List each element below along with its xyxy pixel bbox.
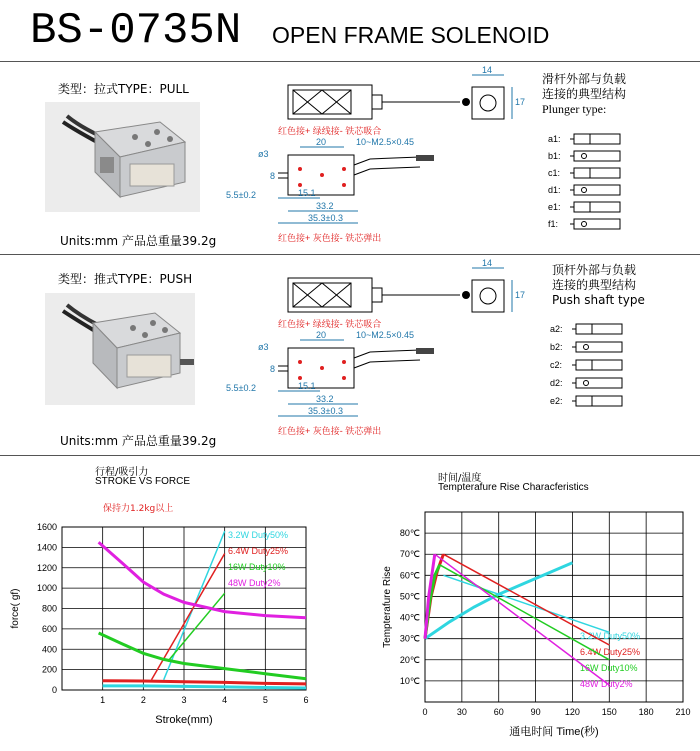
pull-note-bottom: 红色接+ 灰色接- 铁芯弹出: [278, 233, 382, 243]
push-dim-35-3: 35.3±0.3: [308, 406, 343, 416]
shaft-shape-icon: [572, 340, 642, 354]
y-tick-label: 400: [41, 644, 57, 655]
plunger-list: [548, 130, 648, 232]
y-tick-label: 1600: [36, 522, 57, 532]
plunger-item-label: a1:: [548, 134, 561, 144]
legend-entry-0: 3.2W Duty50%: [228, 530, 289, 540]
push-top-view: [288, 258, 525, 312]
plunger-item-1: [548, 147, 648, 164]
push-dim-20: 20: [316, 330, 327, 340]
x-tick-label: 2: [140, 695, 146, 705]
series-line-0: [103, 686, 306, 688]
plunger-title-cn-2: 连接的典型结构: [542, 87, 627, 101]
pull-dim-35-3: 35.3±0.3: [308, 213, 343, 223]
shaft-item-label: a2:: [550, 324, 563, 334]
shaft-shape-icon: [572, 322, 642, 336]
push-dim-15-1: 15.1: [298, 381, 316, 391]
y-tick-label: 1400: [36, 542, 57, 553]
x-tick-label: 4: [222, 695, 228, 705]
plunger-shape-icon: [570, 183, 640, 197]
x-tick-label: 5: [262, 695, 268, 705]
plunger-shape-icon: [570, 132, 640, 146]
pull-dim-14: 14: [482, 65, 493, 75]
plunger-title-en: Plunger type:: [542, 102, 607, 116]
pull-dim-15-1: 15.1: [298, 188, 316, 198]
plunger-item-2: [548, 164, 648, 181]
push-dim-o3: ø3: [258, 342, 269, 352]
x-tick-label: 30: [456, 707, 467, 717]
pull-dim-o3: ø3: [258, 149, 269, 159]
pull-dim-20: 20: [316, 137, 327, 147]
pull-dim-8: 8: [270, 171, 276, 181]
plunger-item-label: e1:: [548, 202, 561, 212]
y-tick-label: 40℃: [399, 612, 420, 623]
x-tick-label: 210: [675, 707, 691, 717]
push-dim-14: 14: [482, 258, 493, 268]
pull-units-label: Units:mm 产品总重量39.2g: [60, 234, 217, 248]
push-dim-5-5: 5.5±0.2: [226, 383, 256, 393]
push-dim-8: 8: [270, 364, 276, 374]
plunger-title: [542, 72, 626, 117]
x-axis-label: 通电时间 Time(秒): [509, 726, 599, 738]
pull-thread: 10~M2.5×0.45: [356, 137, 415, 147]
y-tick-label: 10℃: [399, 675, 420, 686]
plunger-item-label: c1:: [548, 168, 561, 178]
x-tick-label: 3: [181, 695, 187, 705]
series-line-1: [103, 681, 306, 684]
push-units-label: Units:mm 产品总重量39.2g: [60, 434, 217, 448]
shaft-item-2: [550, 356, 660, 374]
pull-side-view: [226, 137, 434, 223]
push-note-top: 红色接+ 绿线接- 铁芯吸合: [278, 319, 382, 329]
plunger-item-5: [548, 215, 648, 232]
y-tick-label: 0: [51, 685, 57, 695]
plunger-item-4: [548, 198, 648, 215]
chart1-annotation: 保持力1.2kg以上: [103, 504, 174, 514]
pull-dim-33-2: 33.2: [316, 201, 334, 211]
legend-entry-2: 16W Duty10%: [580, 663, 638, 673]
product-title: OPEN FRAME SOLENOID: [272, 22, 550, 48]
stroke-force-chart: [0, 515, 330, 745]
shaft-title: [552, 263, 645, 308]
y-tick-label: 50℃: [399, 591, 420, 602]
legend-entry-2: 16W Duty10%: [228, 562, 286, 572]
plunger-item-3: [548, 181, 648, 198]
plunger-item-label: b1:: [548, 151, 561, 161]
x-tick-label: 1: [100, 695, 106, 705]
shaft-item-1: [550, 338, 660, 356]
series-line-secondary-3: [435, 554, 610, 685]
divider-top: [0, 61, 700, 62]
plunger-shape-icon: [570, 166, 640, 180]
y-axis-label: Tempterafure Rise: [382, 566, 393, 648]
shaft-shape-icon: [572, 376, 642, 390]
push-thread: 10~M2.5×0.45: [356, 330, 415, 340]
x-tick-label: 180: [638, 707, 654, 717]
pull-product-photo: [45, 102, 200, 212]
y-tick-label: 30℃: [399, 633, 420, 644]
pull-dim-5-5: 5.5±0.2: [226, 190, 256, 200]
shaft-shape-icon: [572, 394, 642, 408]
divider-mid: [0, 254, 700, 255]
chart2-title: 时间/温度: [438, 473, 482, 484]
y-tick-label: 200: [41, 664, 57, 675]
shaft-item-label: b2:: [550, 342, 563, 352]
shaft-item-4: [550, 392, 660, 410]
pull-dim-17: 17: [515, 97, 526, 107]
y-axis-label: force( gf): [10, 588, 21, 629]
push-note-bottom: 红色接+ 灰色接- 铁芯弹出: [278, 426, 382, 436]
plunger-item-label: f1:: [548, 219, 559, 229]
y-tick-label: 80℃: [399, 528, 420, 539]
legend-entry-1: 6.4W Duty25%: [580, 647, 641, 657]
shaft-title-en: Push shaft type: [552, 293, 645, 307]
pull-type-label: 类型：拉式TYPE：PULL: [58, 82, 189, 96]
push-side-view: [226, 330, 434, 416]
temperature-rise-chart: [372, 500, 700, 745]
series-line-secondary-1: [443, 554, 609, 645]
y-tick-label: 600: [41, 623, 57, 634]
x-tick-label: 120: [564, 707, 580, 717]
chart1-subtitle: STROKE VS FORCE: [95, 476, 191, 487]
solenoid-photo-icon: [45, 293, 195, 405]
legend-entry-3: 48W Duty2%: [580, 679, 633, 689]
pull-note-top: 红色接+ 绿线接- 铁芯吸合: [278, 126, 382, 136]
chart2-subtitle: Tempterafure Rise Characferistics: [438, 482, 589, 493]
shaft-list: [550, 320, 660, 410]
x-tick-label: 6: [303, 695, 309, 705]
plunger-title-cn-1: 滑杆外部与负载: [542, 72, 627, 86]
push-type-label: 类型：推式TYPE：PUSH: [58, 272, 193, 286]
plunger-item-label: d1:: [548, 185, 561, 195]
plunger-shape-icon: [570, 200, 640, 214]
pull-technical-drawing: [220, 65, 540, 250]
pull-top-view: [288, 65, 525, 119]
model-number: BS-0735N: [30, 6, 242, 56]
x-tick-label: 60: [493, 707, 504, 717]
shaft-item-label: c2:: [550, 360, 563, 370]
push-technical-drawing: [220, 258, 540, 443]
y-tick-label: 1200: [36, 562, 57, 573]
divider-bottom: [0, 455, 700, 456]
x-tick-label: 90: [530, 707, 541, 717]
shaft-title-cn-2: 连接的典型结构: [552, 278, 637, 292]
y-tick-label: 20℃: [399, 654, 420, 665]
chart1-title: 行程/吸引力: [95, 467, 149, 478]
shaft-item-0: [550, 320, 660, 338]
legend-entry-1: 6.4W Duty25%: [228, 546, 289, 556]
y-tick-label: 60℃: [399, 570, 420, 581]
plunger-shape-icon: [570, 217, 640, 231]
series-line-2: [99, 633, 306, 679]
plunger-item-0: [548, 130, 648, 147]
push-dim-17: 17: [515, 290, 526, 300]
x-tick-label: 0: [422, 707, 428, 717]
x-tick-label: 150: [601, 707, 617, 717]
push-dim-33-2: 33.2: [316, 394, 334, 404]
legend-entry-3: 48W Duty2%: [228, 578, 281, 588]
push-product-photo: [45, 293, 195, 405]
shaft-title-cn-1: 顶杆外部与负载: [552, 263, 637, 277]
x-axis-label: Stroke(mm): [155, 714, 213, 726]
plot-frame: [425, 512, 683, 702]
y-tick-label: 800: [41, 603, 57, 614]
shaft-item-3: [550, 374, 660, 392]
shaft-item-label: e2:: [550, 396, 563, 406]
y-tick-label: 1000: [36, 583, 57, 594]
solenoid-photo-icon: [45, 102, 200, 212]
legend-entry-0: 3.2W Duty50%: [580, 631, 641, 641]
plunger-shape-icon: [570, 149, 640, 163]
shaft-shape-icon: [572, 358, 642, 372]
series-line-secondary-1: [152, 554, 225, 680]
y-tick-label: 70℃: [399, 549, 420, 560]
shaft-item-label: d2:: [550, 378, 563, 388]
